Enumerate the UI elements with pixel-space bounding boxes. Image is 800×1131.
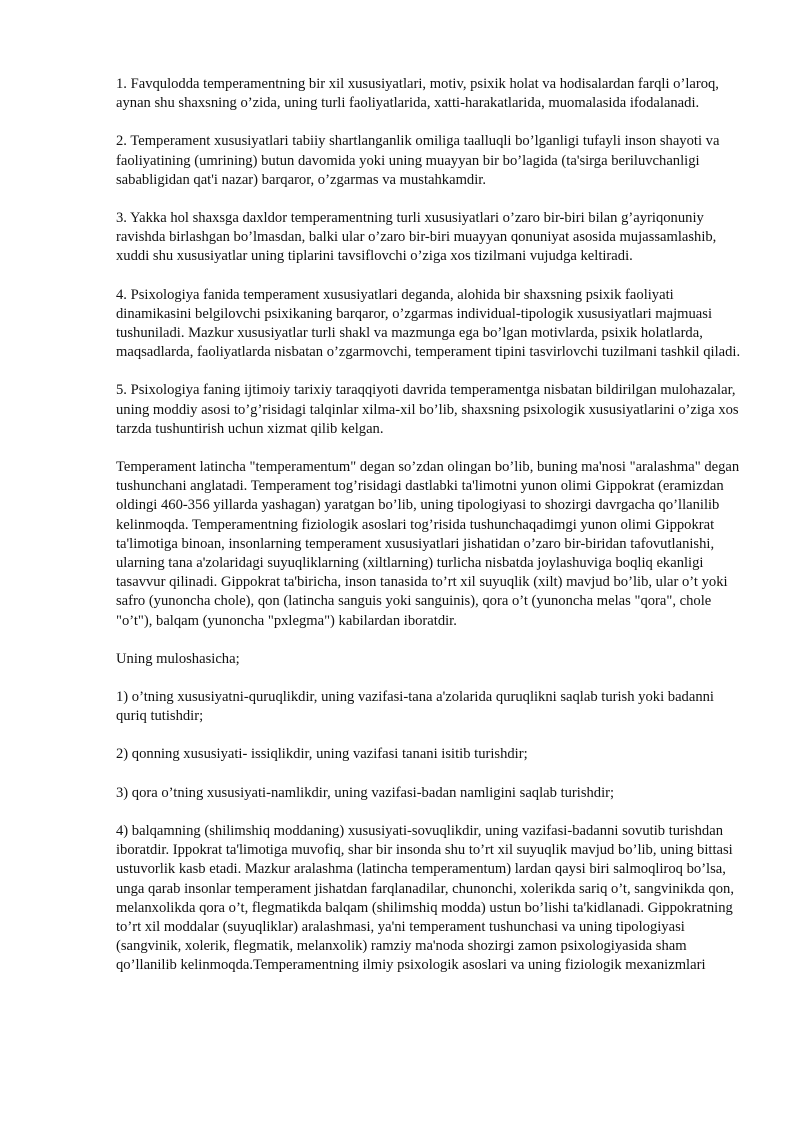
paragraph-1: 1. Favqulodda temperamentning bir xil xususiyatlari, motiv, psixik holat va hodisalardan farqli o’laroq, aynan shu shaxsning o’zida, uning turli faoliyatlarida, xatti-harakatlarida, muomalasida ifodalanadi. xyxy=(116,76,719,112)
document-page xyxy=(116,75,744,995)
list-item-2: 2) qonning xususiyati- issiqlikdir, uning vazifasi tanani isitib turishdir; xyxy=(116,746,528,763)
paragraph-4: 4. Psixologiya fanida temperament xususiyatlari deganda, alohida bir shaxsning psixik faoliyati dinamikasini belgilovchi psixikaning barqaror, o’zgarmas individual-tipologik xususiyatlari majmuasi tushuniladi. Mazkur xususiyatlar turli shakl va mazmunga ega bo’lgan motivlarda, psixik holatlarda, maqsadlarda, faoliyatlarda nisbatan o’zgarmovchi, temperament tipini tasvirlovchi tuzilmani tashkil qiladi. xyxy=(116,286,741,361)
paragraph-2: 2. Temperament xususiyatlari tabiiy shartlanganlik omiliga taalluqli bo’lganligi tufayli inson shayoti va faoliyatining (umrining) butun davomida yoki uning muayyan bir bo’lagida (ta'sirga beriluvchanligi sababligidan qat'i nazar) barqaror, o’zgarmas va mustahkamdir. xyxy=(116,133,720,188)
list-item-4: 4) balqamning (shilimshiq moddaning) xususiyati-sovuqlikdir, uning vazifasi-badanni sovutib turishdan iboratdir. Ippokrat ta'limotiga muvofiq, shar bir insonda shu to’rt xil suyuqlik mavjud bo’lib, uning bittasi ustuvorlik kasb etadi. Mazkur aralashma (latincha temperamentum) lardan qaysi biri salmoqliroq bo’lsa, unga qarab insonlar temperament jishatdan farqlanadilar, chunonchi, xolerikda sariq o’t, sangvinikda qon, melanxolikda qora o’t, flegmatikda balqam (shilimshiq modda) ustun bo’lishi ta'kidlanadi. Gippokratning to’rt xil moddalar (suyuqliklar) aralashmasi, ya'ni temperament tushunchasi va uning tipologiyasi (sangvinik, xolerik, flegmatik, melanxolik) ramziy ma'noda shozirgi zamon psixologiyasida sham qo’llanilib kelinmoqda.Temperamentning ilmiy psixologik asoslari va uning fiziologik mexanizmlari xyxy=(116,822,734,974)
paragraph-3: 3. Yakka hol shaxsga daxldor temperamentning turli xususiyatlari o’zaro bir-biri bilan g’ayriqonuniy ravishda birlashgan bo’lmasdan, balki ular o’zaro bir-biri muayyan qonuniyat asosida mujassamlashib, xuddi shu xususiyatlar uning tiplarini tavsiflovchi o’ziga xos tizilmani vujudga keltiradi. xyxy=(116,210,717,265)
paragraph-uning-muloshasicha: Uning muloshasicha; xyxy=(116,650,240,667)
paragraph-temperament-definition: Temperament latincha "temperamentum" degan so’zdan olingan bo’lib, buning ma'nosi "aralashma" degan tushunchani anglatadi. Temperament tog’risidagi dastlabki ta'limotni yunon olimi Gippokrat (eramizdan oldingi 460-356 yillarda yashagan) yaratgan bo’lib, uning tipologiyasi to shozirgi davrgacha qo’llanilib kelinmoqda. Temperamentning fiziologik asoslari tog’risida tushunchaqadimgi yunon olimi Gippokrat ta'limotiga binoan, insonlarning temperament xususiyatlari jishatidan o’zaro bir-biridan tafovutlanishi, ularning tana a'zolaridagi suyuqliklarning (xiltlarning) turlicha nisbatda joylashuviga boqliq ekanligi tasavvur qilinadi. Gippokrat ta'biricha, inson tanasida to’rt xil suyuqlik (xilt) mavjud bo’lib, ular o’t yoki safro (yunoncha chole), qon (latincha sanguis yoki sanguinis), qora o’t (yunoncha melas "qora", chole "o’t"), balqam (yunoncha "pxlegma") kabilardan iboratdir. xyxy=(116,459,740,629)
list-item-1: 1) o’tning xususiyatni-quruqlikdir, uning vazifasi-tana a'zolarida quruqlikni saqlab turish yoki badanni quriq tutishdir; xyxy=(116,689,714,725)
list-item-3: 3) qora o’tning xususiyati-namlikdir, uning vazifasi-badan namligini saqlab turishdir; xyxy=(116,784,615,801)
paragraph-5: 5. Psixologiya faning ijtimoiy tarixiy taraqqiyoti davrida temperamentga nisbatan bildirilgan mulohazalar, uning moddiy asosi to’g’risidagi talqinlar xilma-xil bo’lib, shaxsning psixologik xususiyatlarini o’ziga xos tarzda tushuntirish uchun xizmat qilib kelgan. xyxy=(116,382,739,437)
